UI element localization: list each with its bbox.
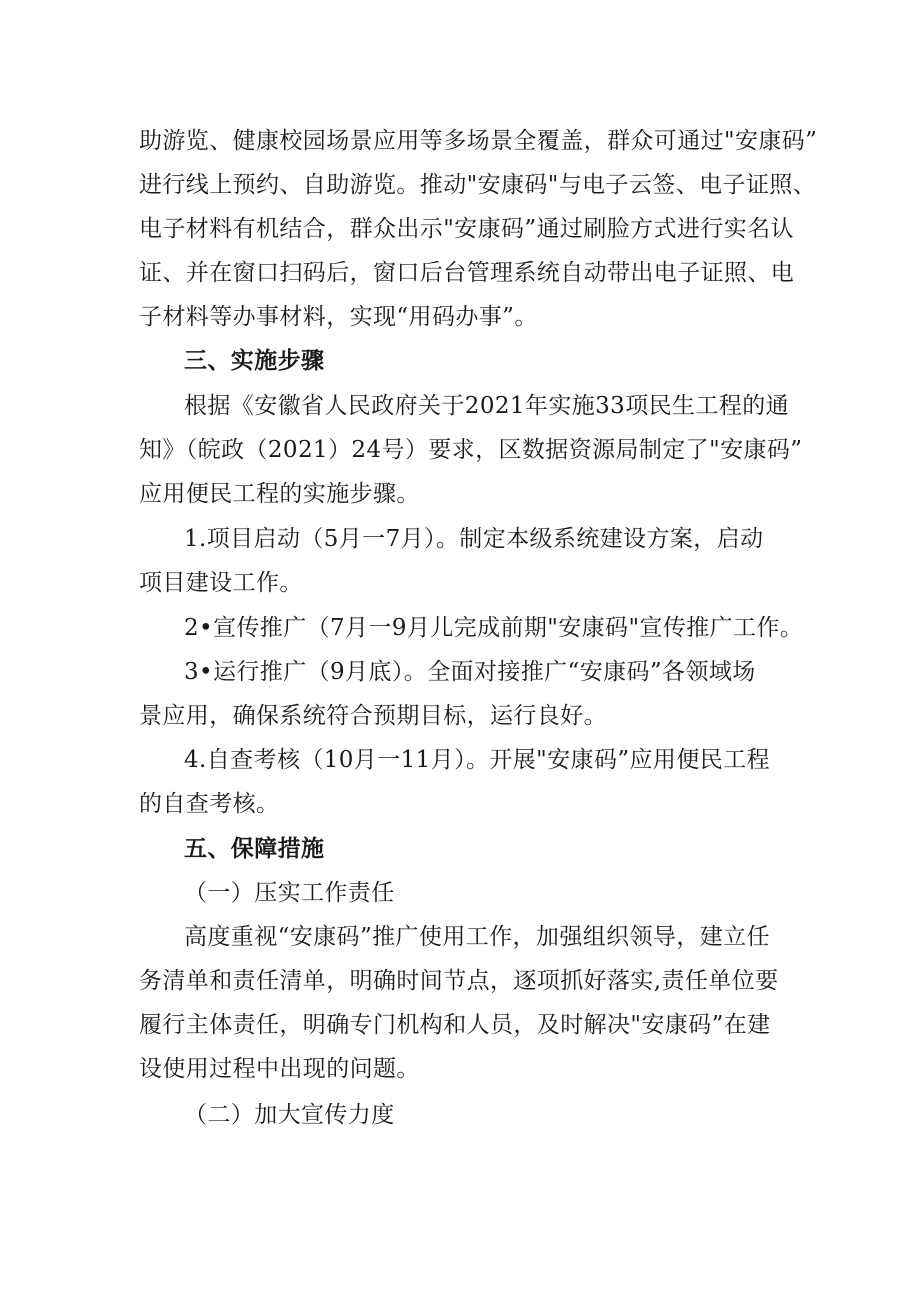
paragraph-line: 根据《安徽省人民政府关于2021年实施33项民生工程的通 bbox=[184, 393, 789, 419]
paragraph-line: 高度重视“安康码”推广使用工作，加强组织领导，建立任 bbox=[184, 924, 770, 950]
step-item-4-cont: 的自查考核。 bbox=[139, 791, 280, 817]
paragraph-line: 助游览、健康校园场景应用等多场景全覆盖，群众可通过"安康码” bbox=[139, 128, 818, 154]
paragraph-line: 进行线上预约、自助游览。推动"安康码"与电子云签、电子证照、 bbox=[139, 172, 817, 198]
paragraph-line: 证、并在窗口扫码后，窗口后台管理系统自动带出电子证照、电 bbox=[139, 260, 795, 286]
step-item-3-cont: 景应用，确保系统符合预期目标，运行良好。 bbox=[139, 703, 607, 729]
section-heading-implementation-steps: 三、实施步骤 bbox=[184, 348, 325, 374]
section-heading-safeguard-measures: 五、保障措施 bbox=[184, 836, 325, 862]
step-item-1: 1.项目启动（5月一7月）。制定本级系统建设方案，启动 bbox=[184, 526, 764, 552]
paragraph-line: 应用便民工程的实施步骤。 bbox=[139, 481, 420, 507]
subsection-title-1: （一）压实工作责任 bbox=[184, 880, 395, 906]
paragraph-line: 务清单和责任清单，明确时间节点，逐项抓好落实,责任单位要 bbox=[139, 968, 779, 994]
step-item-4: 4.自查考核（10月一11月）。开展"安康码”应用便民工程 bbox=[184, 747, 770, 773]
paragraph-line: 电子材料有机结合，群众出示"安康码”通过刷脸方式进行实名认 bbox=[139, 216, 794, 242]
step-item-2: 2•宣传推广（7月一9月儿完成前期"安康码"宣传推广工作。 bbox=[184, 615, 804, 641]
paragraph-line: 知》（皖政（2021）24号）要求，区数据资源局制定了"安康码” bbox=[139, 437, 803, 463]
step-item-3: 3•运行推广（9月底）。全面对接推广“安康码”各领域场 bbox=[184, 659, 756, 685]
paragraph-line: 子材料等办事材料，实现“用码办事”。 bbox=[139, 304, 538, 330]
subsection-title-2: （二）加大宣传力度 bbox=[184, 1102, 395, 1128]
paragraph-line: 履行主体责任，明确专门机构和人员，及时解决"安康码”在建 bbox=[139, 1012, 771, 1038]
step-item-1-cont: 项目建设工作。 bbox=[139, 570, 303, 596]
paragraph-line: 设使用过程中出现的问题。 bbox=[139, 1056, 420, 1082]
